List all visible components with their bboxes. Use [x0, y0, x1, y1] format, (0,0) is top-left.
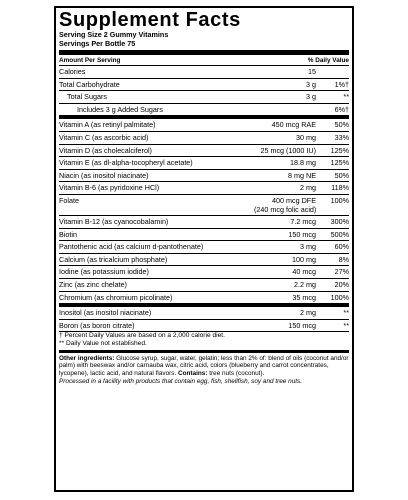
nutrient-row	[59, 145, 349, 158]
nutrient-amount: 150 mcg	[288, 229, 316, 239]
footnotes	[59, 332, 349, 348]
folate-amount-folic: (240 mcg folic acid)	[254, 205, 317, 215]
nutrient-label: Total Carbohydrate	[59, 79, 120, 89]
nutrient-row	[59, 66, 349, 79]
nutrient-label: Biotin	[59, 229, 77, 239]
footnote-dv-basis: † Percent Daily Values are based on a 2,000 calorie diet.	[59, 332, 225, 340]
nutrient-dv: 8%	[338, 254, 349, 264]
panel-title: Supplement Facts	[59, 9, 241, 31]
nutrient-row	[59, 216, 349, 229]
nutrient-row	[59, 104, 349, 117]
nutrient-dv: 100%	[330, 195, 349, 205]
nutrient-label: Includes 3 g Added Sugars	[77, 104, 163, 114]
nutrient-row	[59, 182, 349, 195]
nutrient-amount: 30 mg	[296, 132, 316, 142]
group-vitamins	[59, 116, 349, 195]
nutrient-dv: 1%†	[334, 79, 349, 89]
contains-text: tree nuts (coconut).	[207, 370, 265, 378]
nutrient-label: Vitamin C (as ascorbic acid)	[59, 132, 149, 142]
nutrient-row	[59, 241, 349, 254]
nutrient-label: Total Sugars	[67, 92, 107, 102]
folate-amount-dfe: 400 mcg DFE	[272, 195, 316, 205]
nutrient-dv: **	[343, 308, 349, 318]
nutrient-amount: 7.2 mcg	[290, 216, 316, 226]
nutrient-amount: 100 mg	[292, 254, 316, 264]
nutrient-dv: 300%	[330, 216, 349, 226]
nutrient-row	[59, 91, 349, 104]
nutrient-amount: 40 mcg	[292, 267, 316, 277]
nutrient-dv: 50%	[334, 170, 349, 180]
nutrient-label: Vitamin E (as dl-alpha-tocopheryl acetate)	[59, 158, 193, 168]
nutrient-amount: 2.2 mg	[294, 279, 316, 289]
nutrient-amount: 2 mg	[300, 183, 316, 193]
nutrient-dv: **	[343, 92, 349, 102]
nutrient-row	[59, 266, 349, 279]
nutrient-amount: 3 g	[306, 92, 316, 102]
nutrient-label: Vitamin B-12 (as cyanocobalamin)	[59, 216, 169, 226]
nutrient-row	[59, 292, 349, 305]
nutrient-label: Iodine (as potassium iodide)	[59, 267, 149, 277]
nutrient-dv: 125%	[330, 158, 349, 168]
nutrient-dv: 118%	[331, 183, 349, 193]
amount-header: Amount Per Serving	[59, 57, 121, 64]
nutrient-row-folate	[59, 195, 349, 216]
nutrient-dv: 33%	[334, 132, 349, 142]
nutrient-row	[59, 116, 349, 132]
nutrient-row	[59, 229, 349, 242]
nutrient-dv: 100%	[330, 292, 349, 302]
nutrient-amount: 450 mcg RAE	[271, 120, 316, 130]
nutrient-amount: 3 g	[306, 79, 316, 89]
nutrient-label: Calories	[59, 67, 86, 76]
ingredients-label: Other ingredients:	[59, 354, 115, 362]
nutrient-row	[59, 132, 349, 145]
nutrient-dv: 20%	[334, 279, 349, 289]
thick-divider-bottom	[59, 350, 349, 353]
nutrient-amount: 35 mcg	[292, 292, 316, 302]
nutrient-row	[59, 304, 349, 320]
nutrient-label: Calcium (as tricalcium phosphate)	[59, 254, 168, 264]
dv-header: % Daily Value	[307, 57, 349, 64]
nutrient-row	[59, 320, 349, 333]
nutrient-amount: 3 mg	[300, 242, 316, 252]
column-header	[59, 56, 349, 66]
nutrient-amount: 15	[308, 67, 316, 76]
nutrient-row	[59, 79, 349, 92]
nutrient-dv: 500%	[330, 229, 349, 239]
nutrient-amount	[254, 195, 319, 215]
nutrient-amount: 150 mcg	[288, 320, 316, 330]
nutrient-amount: 8 mg NE	[288, 170, 316, 180]
nutrient-row	[59, 170, 349, 183]
nutrient-amount: 2 mg	[300, 308, 316, 318]
supplement-facts-panel	[54, 6, 354, 492]
group-macros	[59, 66, 349, 116]
ingredients-block	[59, 355, 349, 386]
ingredients-text: Glucose syrup, sugar, water, gelatin; less than 2% of: blend of oils (coconut and/or palm) with beeswax and/or carnauba wax, citric acid, colors (blueberry and carrot concentrates, lycopene), lactic acid, and natural flavors.	[59, 354, 349, 378]
thick-divider	[59, 50, 349, 55]
nutrient-amount: 25 mcg (1000 IU)	[260, 145, 316, 155]
facility-statement: Processed in a facility with products that contain egg, fish, shellfish, soy and tree nuts.	[59, 378, 302, 386]
servings-per-container: Servings Per Bottle 75	[59, 38, 136, 48]
nutrient-dv: 6%†	[334, 104, 349, 114]
nutrient-label: Vitamin A (as retinyl palmitate)	[59, 120, 156, 130]
nutrient-label: Vitamin B-6 (as pyridoxine HCl)	[59, 183, 160, 193]
nutrient-label: Chromium (as chromium picolinate)	[59, 292, 173, 302]
nutrient-dv: 125%	[330, 145, 349, 155]
nutrient-dv: 27%	[334, 267, 349, 277]
nutrient-label: Inositol (as inositol niacinate)	[59, 308, 152, 318]
nutrient-row	[59, 279, 349, 292]
nutrient-label: Vitamin D (as cholecalciferol)	[59, 145, 152, 155]
serving-size: Serving Size 2 Gummy Vitamins	[59, 30, 169, 39]
nutrient-label: Pantothenic acid (as calcium d-pantothenate)	[59, 242, 204, 252]
nutrient-label: Folate	[59, 195, 79, 205]
nutrient-dv: **	[343, 320, 349, 330]
nutrient-label: Zinc (as zinc chelate)	[59, 279, 127, 289]
group-minerals	[59, 216, 349, 304]
footnote-dv-not-established: ** Daily Value not established.	[59, 340, 147, 348]
nutrient-amount: 18.8 mg	[290, 158, 316, 168]
nutrient-row	[59, 157, 349, 170]
nutrient-dv: 60%	[334, 242, 349, 252]
nutrient-dv: 50%	[334, 120, 349, 130]
nutrient-label: Boron (as boron citrate)	[59, 320, 135, 330]
contains-label: Contains:	[178, 370, 208, 378]
nutrient-row	[59, 254, 349, 267]
nutrient-label: Niacin (as inositol niacinate)	[59, 170, 149, 180]
group-other	[59, 304, 349, 332]
